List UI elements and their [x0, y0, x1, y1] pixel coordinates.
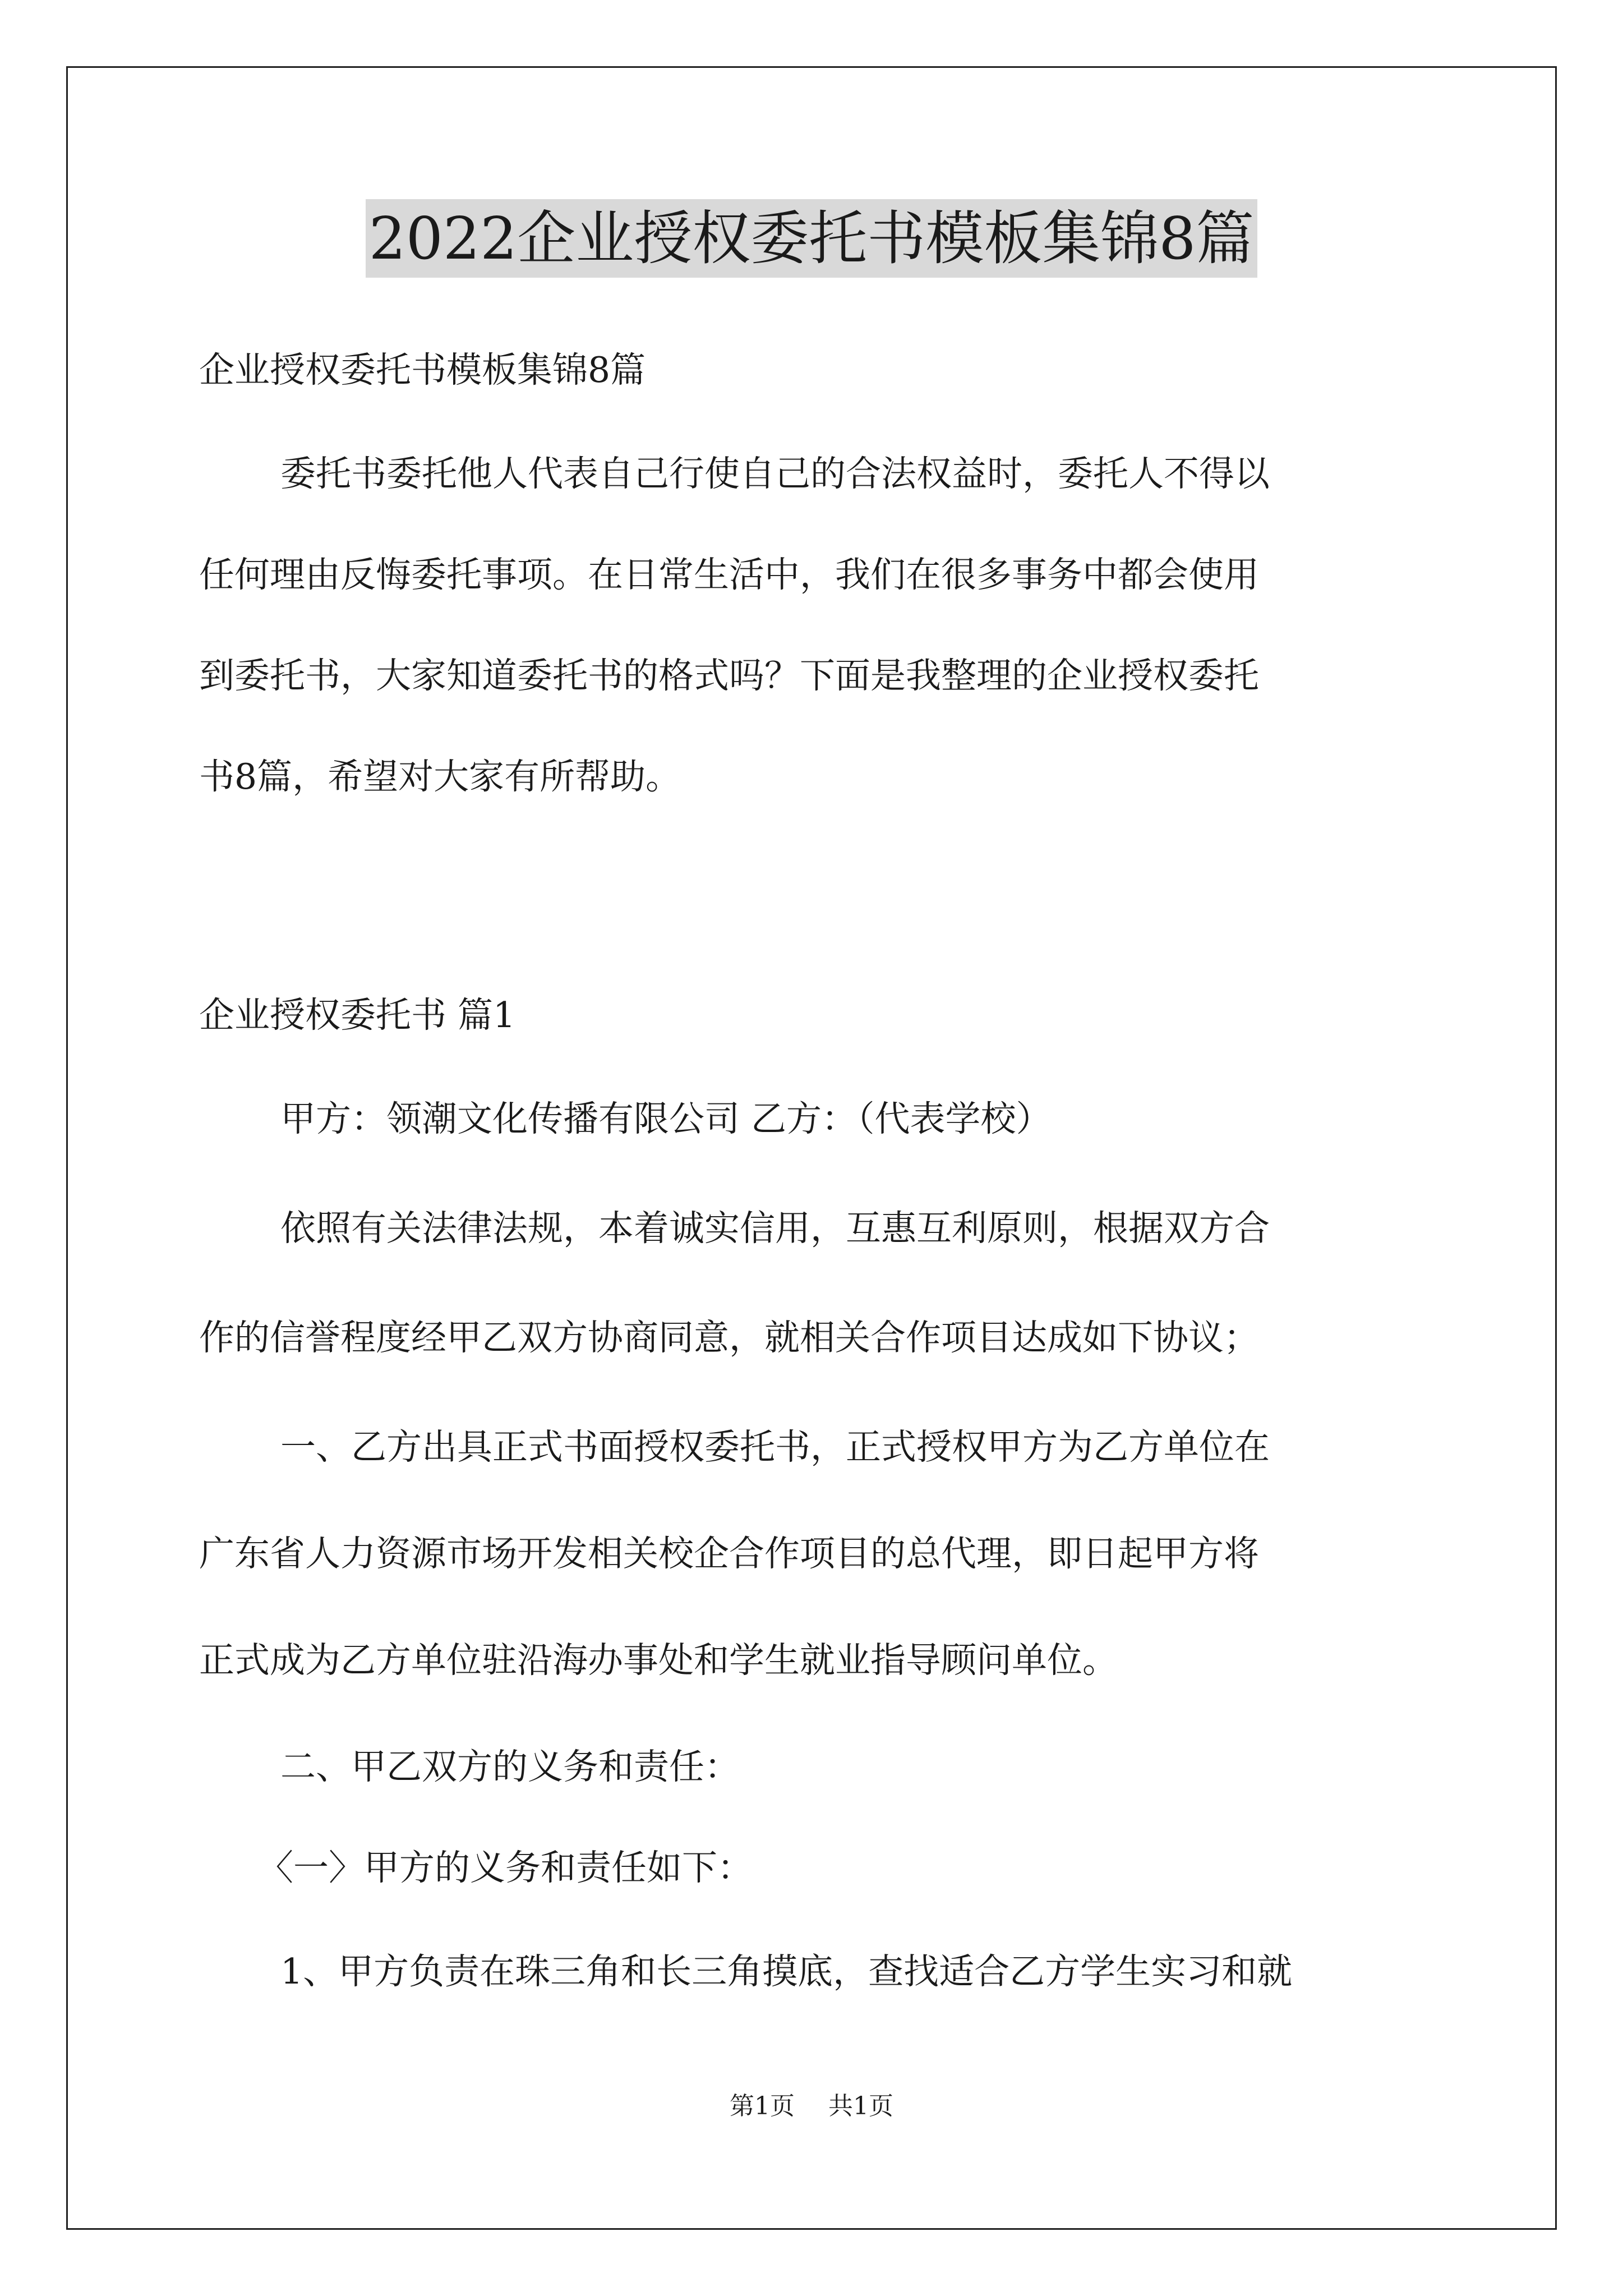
- intro-line: 书8篇，希望对大家有所帮助。: [199, 756, 681, 797]
- intro-line: 任何理由反悔委托事项。在日常生活中，我们在很多事务中都会使用: [199, 554, 1259, 595]
- paragraph-line: 一、乙方出具正式书面授权委托书，正式授权甲方为乙方单位在: [280, 1427, 1270, 1467]
- clause-subheading: 〈一〉甲方的义务和责任如下：: [258, 1847, 753, 1888]
- intro-line: 委托书委托他人代表自己行使自己的合法权益时，委托人不得以: [280, 453, 1270, 494]
- document-title-text: 2022企业授权委托书模板集锦8篇: [366, 199, 1258, 278]
- intro-line: 到委托书，大家知道委托书的格式吗？下面是我整理的企业授权委托: [199, 655, 1259, 696]
- section-heading: 企业授权委托书 篇1: [199, 995, 516, 1036]
- document-title: [0, 199, 1623, 278]
- page-footer: [0, 2090, 1623, 2123]
- list-item: 1、甲方负责在珠三角和长三角摸底，查找适合乙方学生实习和就: [280, 1951, 1293, 1992]
- paragraph-line: 作的信誉程度经甲乙双方协商同意，就相关合作项目达成如下协议；: [199, 1317, 1259, 1358]
- paragraph-line: 依照有关法律法规，本着诚实信用，互惠互利原则，根据双方合: [280, 1208, 1270, 1249]
- page-total: 共1页: [828, 2092, 893, 2120]
- parties-line: 甲方：领潮文化传播有限公司 乙方：（代表学校）: [280, 1098, 1052, 1139]
- paragraph-line: 正式成为乙方单位驻沿海办事处和学生就业指导顾问单位。: [199, 1640, 1118, 1681]
- document-subtitle: 企业授权委托书模板集锦8篇: [199, 349, 646, 390]
- page-number: 第1页: [730, 2092, 795, 2120]
- paragraph-line: 广东省人力资源市场开发相关校企合作项目的总代理，即日起甲方将: [199, 1533, 1259, 1574]
- clause-heading: 二、甲乙双方的义务和责任：: [280, 1746, 740, 1787]
